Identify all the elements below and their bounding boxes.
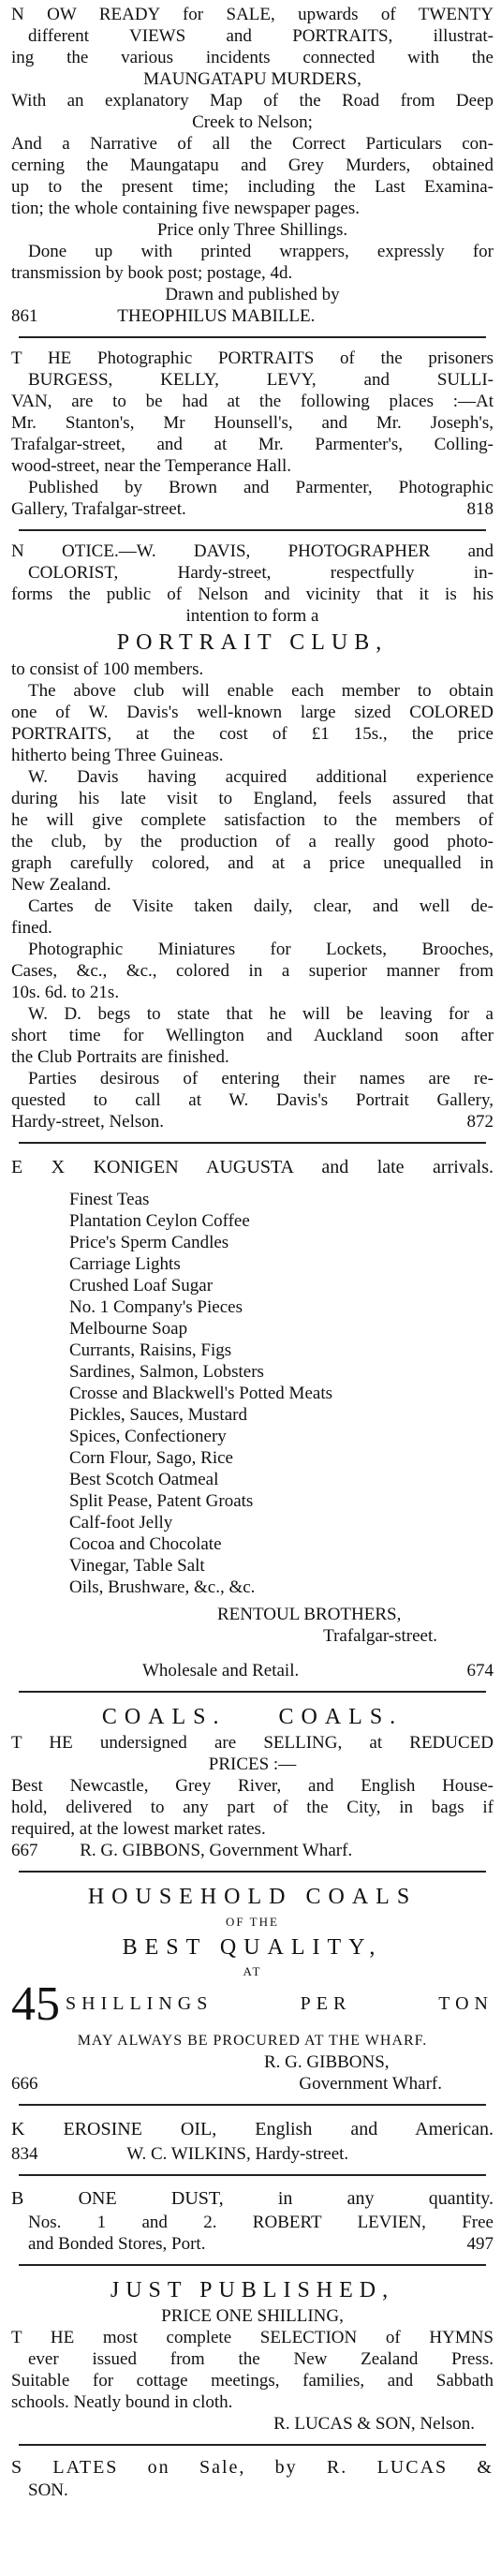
ad-text: Hardy-street, Nelson.: [11, 1112, 165, 1132]
ad-signature: R. G. GIBBONS,: [264, 2052, 390, 2072]
ad-text-line: Trafalgar-street, and at Mr. Parmenter's, Colling-: [11, 435, 494, 454]
price-unit: SHILLINGS PER TON: [66, 1993, 494, 2014]
publisher-name: THEOPHILUS MABILLE.: [117, 306, 316, 326]
ad-text-line: Cartes de Visite taken daily, clear, and well de-: [28, 896, 494, 916]
ad-number: 666: [11, 2074, 38, 2094]
ad-signature-line: [11, 305, 494, 327]
ad-text-line: cerning the Maungatapu and Grey Murders, obtained: [11, 155, 494, 175]
ad-signature: W. C. WILKINS, Hardy-street.: [126, 2144, 349, 2164]
ad-text-line: N OTICE.—W. DAVIS, PHOTOGRAPHER and: [11, 541, 494, 561]
ad-signature: R. LUCAS & SON, Nelson.: [273, 2414, 475, 2434]
davis-portrait-club-advertisement: [11, 540, 494, 1133]
ad-text-line: Photographic Miniatures for Lockets, Brooches,: [28, 940, 494, 959]
ad-text-line: wood-street, near the Temperance Hall.: [11, 456, 292, 476]
ad-text-line: tion; the whole containing five newspaper pages.: [11, 199, 360, 218]
ad-text-line: Parties desirous of entering their names are re-: [28, 1069, 494, 1088]
ad-text-line: T HE undersigned are SELLING, at REDUCED: [11, 1733, 494, 1753]
ad-text-line: [11, 498, 494, 520]
ad-text-line: different VIEWS and PORTRAITS, illustrat-: [28, 26, 494, 46]
ad-text-line: Drawn and published by: [165, 285, 340, 304]
rentoul-brothers-advertisement: [11, 1153, 494, 1681]
ad-text-line: 10s. 6d. to 21s.: [11, 983, 120, 1002]
list-item: Finest Teas: [69, 1190, 150, 1209]
ad-number: 497: [466, 2234, 494, 2254]
ad-heading: B ONE DUST, in any quantity.: [11, 2188, 494, 2209]
ad-text-line: PRICES :—: [208, 1754, 297, 1774]
ad-text-line: the Club Portraits are finished.: [11, 1047, 229, 1067]
ad-text-line: Suitable for cottage meetings, families, and Sabbath: [11, 2371, 494, 2391]
ad-text-line: Creek to Nelson;: [192, 112, 313, 132]
ad-text-line: AT: [243, 1964, 262, 1978]
ad-text: and Bonded Stores, Port.: [28, 2234, 206, 2254]
ad-text-line: fined.: [11, 918, 52, 938]
list-item: Crosse and Blackwell's Potted Meats: [69, 1384, 332, 1403]
ad-text-line: With an explanatory Map of the Road from Deep: [11, 91, 494, 111]
household-coals-advertisement: [11, 1882, 494, 2095]
ad-number: 818: [466, 499, 494, 519]
ad-number: 861: [11, 306, 38, 326]
list-item: Calf-foot Jelly: [69, 1513, 173, 1532]
divider: [19, 2104, 486, 2106]
hymns-advertisement: [11, 2275, 494, 2435]
ad-text-line: quested to call at W. Davis's Portrait Gallery,: [11, 1090, 494, 1110]
divider: [19, 2174, 486, 2176]
ad-number: 872: [466, 1112, 494, 1132]
ad-text-line: Best Newcastle, Grey River, and English House-: [11, 1776, 494, 1796]
ad-text-line: forms the public of Nelson and vicinity that it is his: [11, 585, 494, 604]
list-item: Pickles, Sauces, Mustard: [69, 1405, 247, 1425]
ad-text-line: schools. Neatly bound in cloth.: [11, 2392, 233, 2412]
list-item: Cocoa and Chocolate: [69, 1534, 222, 1554]
household-coals-heading: HOUSEHOLD COALS: [87, 1885, 418, 1909]
ad-text-line: intention to form a: [185, 606, 319, 626]
ad-text-line: New Zealand.: [11, 875, 111, 895]
ad-text-line: T HE most complete SELECTION of HYMNS: [11, 2328, 494, 2347]
ad-signature-line: [11, 2143, 494, 2165]
list-item: No. 1 Company's Pieces: [69, 1297, 243, 1317]
best-quality-heading: BEST QUALITY,: [122, 1935, 383, 1960]
ad-number: 667: [11, 1841, 38, 1860]
list-item: Sardines, Salmon, Lobsters: [69, 1362, 264, 1382]
ad-text-line: Published by Brown and Parmenter, Photographic: [28, 478, 494, 497]
ad-text-line: VAN, are to be had at the following places :—At: [11, 392, 494, 411]
ad-text-line: graph carefully colored, and at a price unequalled in: [11, 853, 494, 873]
ad-text-line: required, at the lowest market rates.: [11, 1819, 266, 1839]
ad-text-line: OF THE: [226, 1915, 279, 1929]
ad-text-line: ever issued from the New Zealand Press.: [28, 2349, 494, 2369]
list-item: Corn Flour, Sago, Rice: [69, 1448, 233, 1468]
price-number: 45: [11, 1981, 60, 2030]
portrait-club-heading: PORTRAIT CLUB,: [116, 630, 389, 655]
list-item: Plantation Ceylon Coffee: [69, 1211, 250, 1231]
ad-text-line: [11, 1660, 494, 1681]
list-item: Oils, Brushware, &c., &c.: [69, 1577, 256, 1597]
price-row: [11, 1981, 494, 2030]
ad-number: 674: [466, 1661, 494, 1680]
ad-text-line: [11, 2233, 494, 2255]
list-item: Carriage Lights: [69, 1254, 181, 1274]
ad-text-line: short time for Wellington and Auckland soon after: [11, 1026, 494, 1045]
ad-text: Gallery, Trafalgar-street.: [11, 499, 186, 519]
ad-text-line: Nos. 1 and 2. ROBERT LEVIEN, Free: [28, 2213, 494, 2232]
ad-text-line: BURGESS, KELLY, LEVY, and SULLI-: [28, 370, 494, 390]
ad-text-line: Mr. Stanton's, Mr Hounsell's, and Mr. Joseph's,: [11, 413, 494, 433]
ad-text-line: up to the present time; including the Last Examina-: [11, 177, 494, 197]
ad-heading: S LATES on Sale, by R. LUCAS &: [11, 2457, 494, 2478]
ad-text-line: COLORIST, Hardy-street, respectfully in-: [28, 563, 494, 583]
list-item: Spices, Confectionery: [69, 1427, 227, 1446]
ad-heading: MAUNGATAPU MURDERS,: [143, 69, 361, 89]
list-item: Melbourne Soap: [69, 1319, 188, 1339]
maungatapu-advertisement: [11, 0, 494, 327]
ad-text-line: PORTRAITS, at the cost of £1 15s., the price: [11, 724, 494, 744]
ad-signature: R. G. GIBBONS, Government Wharf.: [80, 1841, 353, 1860]
ad-number: 834: [11, 2144, 38, 2164]
list-item: Price's Sperm Candles: [69, 1233, 229, 1252]
ad-text-line: N OW READY for SALE, upwards of TWENTY: [11, 5, 494, 24]
ad-text-line: he will give complete satisfaction to the members of: [11, 810, 494, 830]
ad-text-line: to consist of 100 members.: [11, 659, 204, 679]
slates-advertisement: [11, 2455, 494, 2501]
ad-text-line: [11, 1111, 494, 1133]
ad-text-line: Done up with printed wrappers, expressly for: [28, 242, 494, 261]
divider: [19, 2444, 486, 2446]
ad-text-line: The above club will enable each member to obtain: [28, 681, 494, 701]
bone-dust-advertisement: [11, 2185, 494, 2255]
just-published-heading: JUST PUBLISHED,: [110, 2278, 395, 2302]
ad-text-line: the club, by the production of a really good photo-: [11, 832, 494, 851]
ad-text-line: hitherto being Three Guineas.: [11, 746, 224, 765]
divider: [19, 529, 486, 531]
ad-text-line: PRICE ONE SHILLING,: [161, 2306, 344, 2326]
ad-text: Government Wharf.: [299, 2074, 442, 2094]
portraits-advertisement: [11, 348, 494, 520]
list-item: Best Scotch Oatmeal: [69, 1470, 219, 1489]
ad-text-line: T HE Photographic PORTRAITS of the prisoners: [11, 348, 494, 368]
ad-text-line: W. D. begs to state that he will be leaving for a: [28, 1004, 494, 1024]
divider: [19, 1871, 486, 1873]
ad-text-line: Price only Three Shillings.: [156, 220, 348, 240]
divider: [19, 2264, 486, 2266]
divider: [19, 1142, 486, 1144]
coals-advertisement: [11, 1702, 494, 1861]
kerosine-advertisement: [11, 2115, 494, 2165]
ad-text-line: during his late visit to England, feels assured that: [11, 789, 494, 808]
coals-heading: COALS. COALS.: [101, 1705, 404, 1729]
ad-text-line: one of W. Davis's well-known large sized COLORED: [11, 703, 494, 722]
ad-text-line: ing the various incidents connected with the: [11, 48, 494, 67]
divider: [19, 1691, 486, 1693]
ad-heading: K EROSINE OIL, English and American.: [11, 2119, 494, 2139]
ad-text-line: And a Narrative of all the Correct Particulars con-: [11, 134, 494, 154]
ad-text: Wholesale and Retail.: [142, 1661, 300, 1680]
firm-street: Trafalgar-street.: [323, 1626, 437, 1646]
ad-heading: E X KONIGEN AUGUSTA and late arrivals.: [11, 1157, 494, 1177]
divider: [19, 336, 486, 338]
ad-text-line: hold, delivered to any part of the City, in bags if: [11, 1798, 494, 1817]
ad-text-line: MAY ALWAYS BE PROCURED AT THE WHARF.: [77, 2033, 428, 2049]
ad-text-line: transmission by book post; postage, 4d.: [11, 263, 293, 283]
ad-text-line: Cases, &c., &c., colored in a superior manner from: [11, 961, 494, 981]
list-item: Currants, Raisins, Figs: [69, 1340, 232, 1360]
ad-text-line: W. Davis having acquired additional experience: [28, 767, 494, 787]
ad-text-line: SON.: [28, 2480, 68, 2500]
list-item: Split Pease, Patent Groats: [69, 1491, 254, 1511]
list-item: Vinegar, Table Salt: [69, 1556, 205, 1576]
ad-text-line: [11, 2073, 494, 2095]
ad-signature-line: [11, 1840, 494, 1861]
firm-name: RENTOUL BROTHERS,: [217, 1605, 402, 1624]
list-item: Crushed Loaf Sugar: [69, 1276, 214, 1295]
newspaper-column: [11, 0, 494, 2501]
grocery-list: [11, 1189, 494, 1598]
